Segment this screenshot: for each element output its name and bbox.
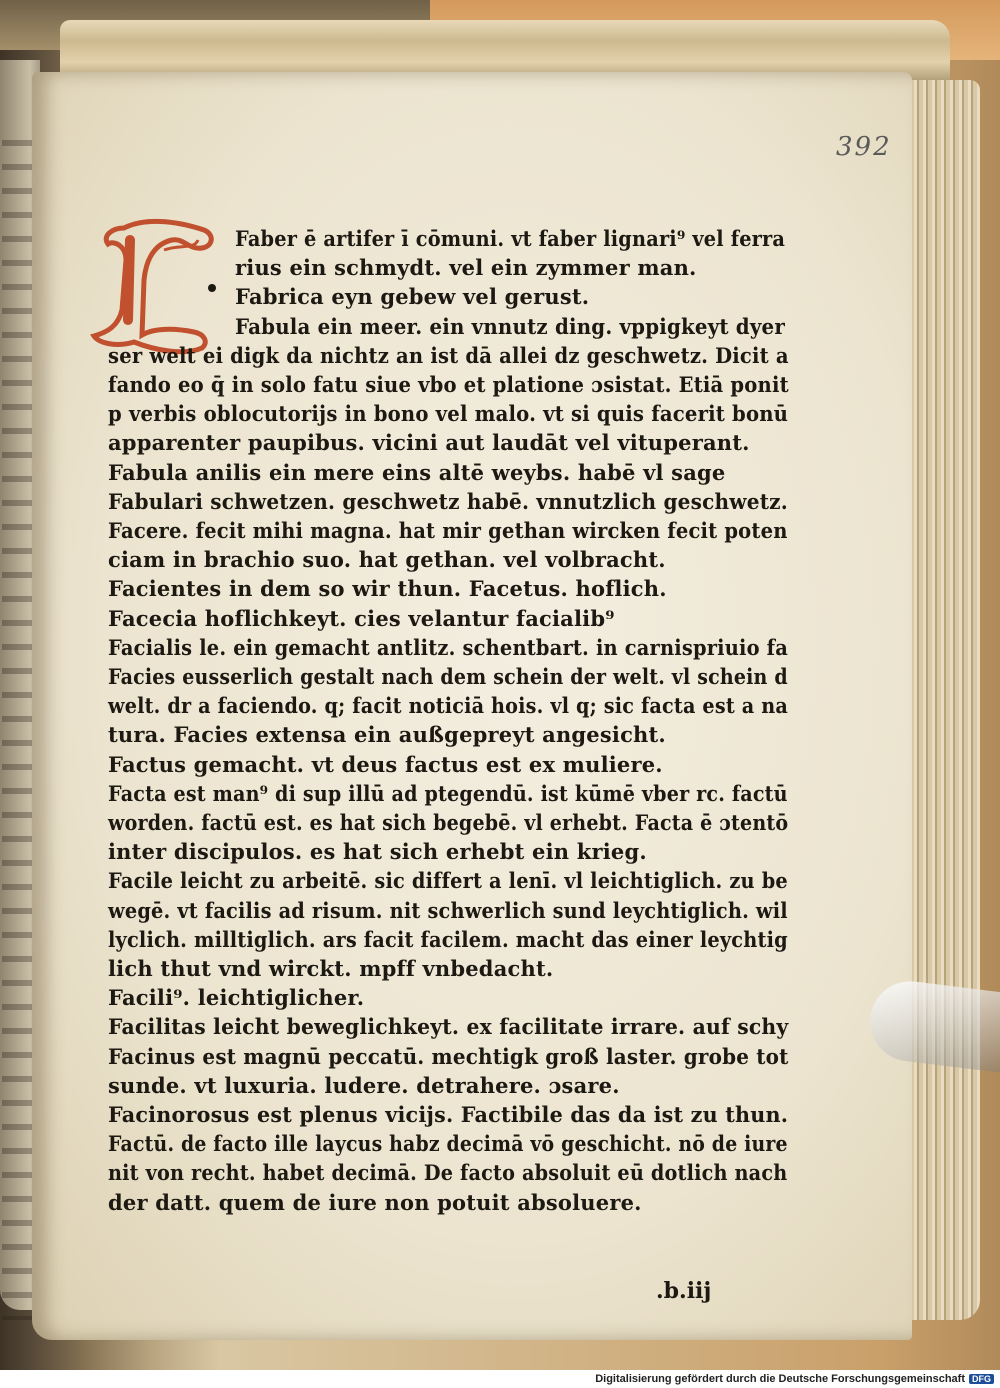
red-initial-letter [84,210,234,360]
text-line: tura. Facies extensa ein außgepreyt angesicht. [108,722,666,748]
text-line: Fabrica eyn gebew vel gerust. [235,284,590,310]
text-line: Facecia hoflichkeyt. cies velantur facialib⁹ [108,605,615,631]
text-line: ser welt ei digk da nichtz an ist dā allei dz geschwetz. Dicit a [108,342,789,368]
text-line: Facile leicht zu arbeitē. sic differt a lenī. vl leichtiglich. zu be [108,868,788,894]
text-line: Facialis le. ein gemacht antlitz. schentbart. in carnispriuio fa [108,634,788,660]
text-line: inter discipulos. es hat sich erhebt ein krieg. [108,839,647,865]
text-line: Facinorosus est plenus vicijs. Factibile das da ist zu thun. [108,1102,789,1127]
text-line: rius ein schmydt. vel ein zymmer man. [235,255,697,281]
text-line: Fabula ein meer. ein vnnutz ding. vppigkeyt dyer [235,313,785,339]
text-line: lich thut vnd wirckt. mpff vnbedacht. [108,956,554,981]
text-line: Facili⁹. leichtiglicher. [108,985,365,1011]
text-line: nit von recht. habet decimā. De facto absoluit eū dotlich nach [108,1160,788,1186]
text-line: fando eo q̄ in solo fatu siue vbo et platione ɔsistat. Etiā ponit [108,372,789,397]
text-line: Fabula anilis ein mere eins altē weybs. habē vl sage [108,459,726,485]
text-line: Fabulari schwetzen. geschwetz habē. vnnutzlich geschwetz. [108,488,788,514]
text-line: Facientes in dem so wir thun. Facetus. hoflich. [108,576,667,602]
signature-mark: .b.iij [656,1278,712,1304]
text-line: Facilitas leicht beweglichkeyt. ex facilitate irrare. auf schy [108,1014,789,1040]
text-line: welt. dr a faciendo. q; facit noticiā hois. vl q; sic facta est a na [108,693,788,719]
text-line: Factū. de facto ille laycus habz decimā vō geschicht. nō de iure [108,1131,788,1157]
page-edges-right [905,80,980,1320]
text-line: apparenter paupibus. vicini aut laudāt vel vituperant. [108,430,750,456]
text-line: sunde. vt luxuria. ludere. detrahere. ɔsare. [108,1072,620,1098]
text-line: Facies eusserlich gestalt nach dem schein der welt. vl schein d [108,664,788,689]
text-line: der datt. quem de iure non potuit absoluere. [108,1189,642,1215]
footer-bar [0,1370,1000,1388]
text-line: wegē. vt facilis ad risum. nit schwerlich sund leychtiglich. wil [108,897,788,923]
text-line: Faber ē artifer ī cōmuni. vt faber lignari⁹ vel ferra [235,226,786,251]
left-page-text [2,140,32,1320]
text-line: Facere. fecit mihi magna. hat mir gethan wircken fecit poten [108,518,788,543]
dfg-logo: DFG [969,1374,994,1384]
folio-number: 392 [836,132,892,162]
text-line: Facta est man⁹ di sup illū ad ptegendū. ist kūmē vber rc. factū [108,780,788,806]
footer-text: Digitalisierung gefördert durch die Deutsche Forschungsgemeinschaft [595,1373,965,1385]
text-line: p verbis oblocutorijs in bono vel malo. vt si quis facerit bonū [108,401,789,427]
text-line: Facinus est magnū peccatū. mechtigk groß laster. grobe tot [108,1043,789,1069]
text-line: lyclich. milltiglich. ars facit facilem. macht das einer leychtig [108,926,788,952]
text-line: Factus gemacht. vt deus factus est ex muliere. [108,751,663,777]
text-line: worden. factū est. es hat sich begebē. vl erhebt. Facta ē ɔtentō [108,810,789,835]
text-line: ciam in brachio suo. hat gethan. vel volbracht. [108,547,666,573]
